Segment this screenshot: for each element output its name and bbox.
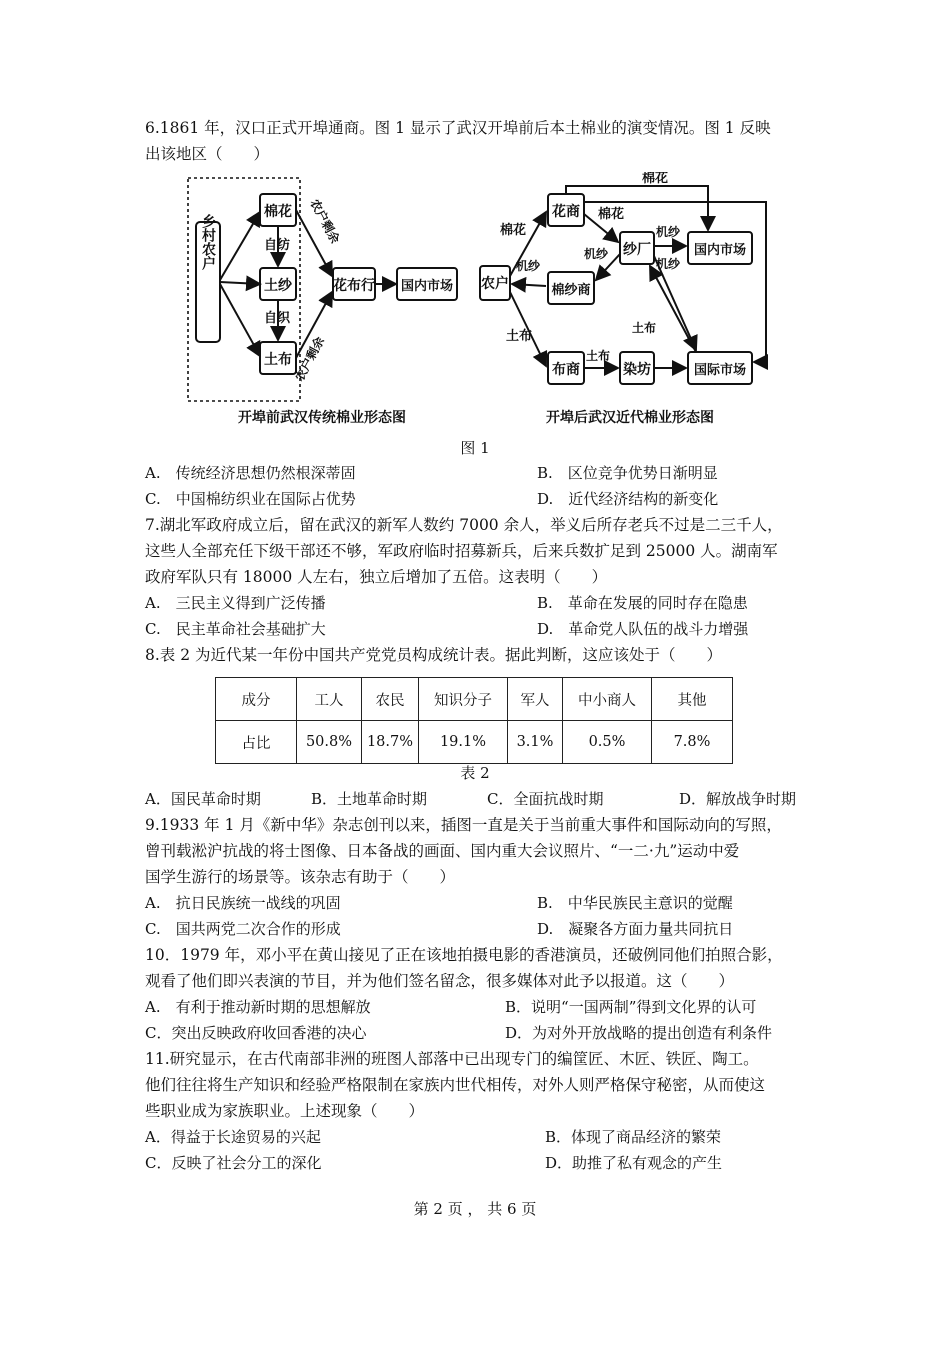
yarn-merchant-label: 棉纱商 bbox=[551, 283, 591, 298]
table-cell: 成分 bbox=[216, 678, 297, 721]
surplus-cloth-label: 农户剩余 bbox=[292, 334, 328, 384]
q6-option-b[interactable]: B. 区位竞争优势日渐明显 bbox=[537, 464, 718, 482]
q9-stem-line1: 9.1933 年 1 月《新中华》杂志创刊以来，插图一直是关于当前重大事件和国际动向的写照， bbox=[145, 816, 782, 834]
machine-yarn-mid-label: 机纱 bbox=[584, 247, 609, 261]
q6-option-c[interactable]: C. 中国棉纺织业在国际占优势 bbox=[145, 490, 356, 508]
farmer-label-2: 农户 bbox=[481, 276, 509, 292]
q8-option-a[interactable]: A．国民革命时期 bbox=[145, 790, 261, 808]
table-cell: 军人 bbox=[508, 678, 563, 721]
q9-stem-line3: 国学生游行的场景等。该杂志有助于（ ） bbox=[145, 868, 456, 886]
page-footer: 第 2 页 ， 共 6 页 bbox=[413, 1200, 537, 1218]
table-cell: 7.8% bbox=[652, 721, 733, 764]
cloth-shop-label: 花布行 bbox=[333, 278, 375, 294]
cotton-box-label: 棉花 bbox=[264, 204, 292, 220]
table-cell: 19.1% bbox=[419, 721, 508, 764]
q9-option-a[interactable]: A. 抗日民族统一战线的巩固 bbox=[145, 894, 341, 912]
q9-option-b[interactable]: B. 中华民族民主意识的觉醒 bbox=[537, 894, 733, 912]
domestic-market-right-label: 国内市场 bbox=[693, 243, 747, 258]
q11-options-row1 bbox=[145, 1124, 810, 1150]
table-cell: 占比 bbox=[216, 721, 297, 764]
farmer-label-1: 乡村农户 bbox=[200, 214, 216, 270]
dyehouse-label: 染坊 bbox=[623, 362, 651, 378]
q7-options-row2 bbox=[145, 616, 810, 642]
q10-stem-line2: 观看了他们即兴表演的节目，并为他们签名留念，很多媒体对此予以报道。这（ ） bbox=[145, 972, 735, 990]
q10-option-b[interactable]: B．说明“一国两制”得到文化界的认可 bbox=[505, 998, 757, 1016]
table-header-row bbox=[216, 678, 733, 721]
spin-label: 自纺 bbox=[264, 238, 291, 253]
cotton-left-label: 棉花 bbox=[500, 223, 527, 238]
table-cell: 中小商人 bbox=[563, 678, 652, 721]
q9-option-c[interactable]: C. 国共两党二次合作的形成 bbox=[145, 920, 341, 938]
international-market-label: 国际市场 bbox=[693, 363, 747, 378]
table-cell: 其他 bbox=[652, 678, 733, 721]
weave-label: 自织 bbox=[264, 311, 291, 326]
q9-stem-line2: 曾刊载淞沪抗战的将士图像、日本备战的画面、国内重大会议照片、“一二·九”运动中爱 bbox=[145, 842, 740, 860]
q7-stem-line3: 政府军队只有 18000 人左右，独立后增加了五倍。这表明（ ） bbox=[145, 568, 608, 586]
q6-option-a[interactable]: A. 传统经济思想仍然根深蒂固 bbox=[145, 464, 356, 482]
q9-option-d[interactable]: D. 凝聚各方面力量共同抗日 bbox=[537, 920, 734, 938]
q9-options-row2 bbox=[145, 916, 810, 942]
q11-option-d[interactable]: D．助推了私有观念的产生 bbox=[545, 1154, 723, 1172]
cloth-merchant-label: 布商 bbox=[552, 362, 580, 378]
table-cell: 农民 bbox=[362, 678, 419, 721]
q11-stem-line1: 11.研究显示，在古代南部非洲的班图人部落中已出现专门的编筐匠、木匠、铁匠、陶工。 bbox=[145, 1050, 759, 1068]
cloth-left-label: 土布 bbox=[506, 329, 533, 344]
table-cell: 知识分子 bbox=[419, 678, 508, 721]
q7-option-c[interactable]: C. 民主革命社会基础扩大 bbox=[145, 620, 326, 638]
q10-option-d[interactable]: D．为对外开放战略的提出创造有利条件 bbox=[505, 1024, 773, 1042]
table-row bbox=[216, 721, 733, 764]
q6-stem-line2: 出该地区（ ） bbox=[145, 145, 270, 163]
q7-stem-line2: 这些人全部充任下级干部还不够，军政府临时招募新兵，后来兵数扩足到 25000 人。湖南军 bbox=[145, 542, 778, 560]
q8-option-c[interactable]: C．全面抗战时期 bbox=[487, 790, 604, 808]
table-cell: 工人 bbox=[297, 678, 362, 721]
domestic-market-left-label: 国内市场 bbox=[400, 279, 454, 294]
q6-options-row2 bbox=[145, 486, 810, 512]
right-diagram-title: 开埠后武汉近代棉业形态图 bbox=[546, 410, 714, 426]
q7-option-a[interactable]: A. 三民主义得到广泛传播 bbox=[145, 594, 326, 612]
figure-1 bbox=[180, 172, 780, 437]
q10-stem-line1: 10．1979 年，邓小平在黄山接见了正在该地拍摄电影的香港演员，还破例同他们拍照合影， bbox=[145, 946, 783, 964]
q6-options-row1 bbox=[145, 460, 810, 486]
q8-option-b[interactable]: B．土地革命时期 bbox=[311, 790, 428, 808]
q8-options-row bbox=[145, 786, 810, 812]
q11-option-b[interactable]: B．体现了商品经济的繁荣 bbox=[545, 1128, 722, 1146]
mill-label: 纱厂 bbox=[623, 242, 651, 258]
table-cell: 3.1% bbox=[508, 721, 563, 764]
q9-options-row1 bbox=[145, 890, 810, 916]
surplus-cotton-label: 农户剩余 bbox=[307, 196, 343, 246]
cloth-box-label: 土布 bbox=[264, 352, 292, 368]
q11-options-row2 bbox=[145, 1150, 810, 1176]
yarn-box-label: 土纱 bbox=[264, 278, 292, 294]
q7-stem-line1: 7.湖北军政府成立后，留在武汉的新军人数约 7000 余人，举义后所存老兵不过是二三千人， bbox=[145, 516, 783, 534]
table-cell: 0.5% bbox=[563, 721, 652, 764]
q8-stem: 8.表 2 为近代某一年份中国共产党党员构成统计表。据此判断，这应该处于（ ） bbox=[145, 646, 723, 664]
machine-yarn-r1-label: 机纱 bbox=[656, 225, 681, 239]
q10-options-row1 bbox=[145, 994, 810, 1020]
figure-1-caption: 图 1 bbox=[460, 439, 490, 457]
table-cell: 18.7% bbox=[362, 721, 419, 764]
q11-stem-line3: 些职业成为家族职业。上述现象（ ） bbox=[145, 1102, 425, 1120]
q10-option-a[interactable]: A. 有利于推动新时期的思想解放 bbox=[145, 998, 371, 1016]
cotton-top-label: 棉花 bbox=[642, 172, 669, 186]
cotton-merchant-label: 花商 bbox=[552, 204, 580, 220]
q7-option-d[interactable]: D. 革命党人队伍的战斗力增强 bbox=[537, 620, 749, 638]
party-composition-table bbox=[215, 677, 733, 764]
q10-option-c[interactable]: C．突出反映政府收回香港的决心 bbox=[145, 1024, 367, 1042]
q11-option-c[interactable]: C．反映了社会分工的深化 bbox=[145, 1154, 322, 1172]
machine-yarn-left-label: 机纱 bbox=[516, 259, 541, 273]
table-cell: 50.8% bbox=[297, 721, 362, 764]
q8-option-d[interactable]: D．解放战争时期 bbox=[679, 790, 797, 808]
left-diagram-title: 开埠前武汉传统棉业形态图 bbox=[238, 410, 406, 426]
q6-stem-line1: 6.1861 年，汉口正式开埠通商。图 1 显示了武汉开埠前后本土棉业的演变情况。图 1 反映 bbox=[145, 119, 771, 137]
q10-options-row2 bbox=[145, 1020, 810, 1046]
q7-option-b[interactable]: B. 革命在发展的同时存在隐患 bbox=[537, 594, 748, 612]
cloth-mid-label: 土布 bbox=[586, 349, 611, 363]
q11-option-a[interactable]: A．得益于长途贸易的兴起 bbox=[145, 1128, 321, 1146]
q11-stem-line2: 他们往往将生产知识和经验严格限制在家族内世代相传，对外人则严格保守秘密，从而使这 bbox=[145, 1076, 766, 1094]
cloth-right-label: 土布 bbox=[632, 321, 657, 335]
table-2-caption: 表 2 bbox=[460, 764, 490, 782]
q6-option-d[interactable]: D. 近代经济结构的新变化 bbox=[537, 490, 719, 508]
cotton-mid-label: 棉花 bbox=[598, 207, 625, 222]
machine-yarn-r2-label: 机纱 bbox=[656, 257, 681, 271]
q7-options-row1 bbox=[145, 590, 810, 616]
